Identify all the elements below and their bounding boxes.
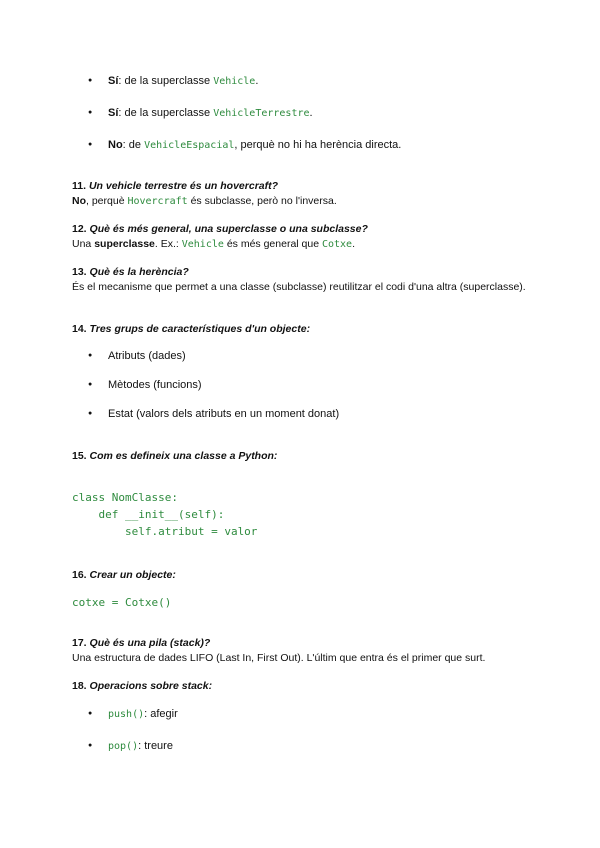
question-title: Operacions sobre stack:: [89, 680, 213, 692]
inline-code: Hovercraft: [127, 196, 188, 207]
answer-part: , perquè: [86, 195, 128, 207]
inline-code: VehicleTerrestre: [213, 108, 310, 119]
answer-text: [72, 237, 542, 252]
answer-part: Una: [72, 238, 95, 250]
list-item: [92, 407, 339, 421]
answer-part: és subclasse, però no l'inversa.: [187, 195, 337, 207]
answer-part: .: [352, 238, 355, 250]
code-line: class NomClasse:: [72, 491, 178, 504]
code-line: def __init__(self):: [72, 508, 225, 521]
question-heading: [72, 679, 212, 693]
item-text: : afegir: [144, 708, 178, 720]
list-item: [92, 106, 313, 121]
inline-code: pop(): [108, 741, 139, 752]
answer-text: És el mecanisme que permet a una classe (subclasse) reutilitzar el codi d'una altra (superclasse).: [72, 281, 526, 293]
inline-code: Cotxe: [321, 239, 353, 250]
question-heading: [72, 636, 210, 650]
inline-code: push(): [108, 709, 145, 720]
question-heading: [72, 322, 310, 336]
list-item: [92, 74, 258, 89]
question-title: Tres grups de característiques d'un objecte:: [89, 323, 311, 335]
answer-strong: Sí: [108, 107, 119, 119]
code-block: [72, 594, 171, 611]
code-line: self.atribut = valor: [72, 525, 258, 538]
code-block: [72, 489, 257, 540]
question-number: 18.: [72, 680, 87, 692]
question-heading: [72, 568, 176, 582]
list-item: [92, 378, 202, 392]
question-title: Què és més general, una superclasse o una subclasse?: [89, 223, 368, 235]
question-number: 11.: [72, 180, 87, 192]
question-title: Un vehicle terrestre és un hovercraft?: [88, 180, 279, 192]
answer-strong: No: [72, 195, 86, 207]
inline-code: VehicleEspacial: [144, 140, 235, 151]
list-item: [92, 739, 173, 754]
list-item: [92, 707, 178, 722]
question-title: Què és una pila (stack)?: [89, 637, 211, 649]
item-text: .: [309, 107, 313, 119]
list-item: [92, 138, 401, 153]
item-text: : de la superclasse: [118, 75, 214, 87]
question-title: Què és la herència?: [89, 266, 189, 278]
answer-strong: No: [108, 139, 123, 151]
answer-part: . Ex.:: [154, 238, 182, 250]
inline-code: Vehicle: [213, 76, 256, 87]
question-title: Com es defineix una classe a Python:: [89, 450, 278, 462]
item-text: , perquè no hi ha herència directa.: [234, 139, 402, 151]
question-number: 16.: [72, 569, 87, 581]
question-number: 17.: [72, 637, 87, 649]
item-text: Estat (valors dels atributs en un moment donat): [108, 408, 340, 420]
answer-text: [72, 194, 542, 209]
question-heading: [72, 222, 368, 236]
answer-strong: Sí: [108, 75, 119, 87]
item-text: Mètodes (funcions): [108, 379, 202, 391]
question-heading: [72, 179, 278, 193]
answer-text: Una estructura de dades LIFO (Last In, First Out). L'últim que entra és el primer que surt.: [72, 652, 486, 664]
item-text: : de: [122, 139, 145, 151]
item-text: : treure: [138, 740, 173, 752]
question-number: 13.: [72, 266, 87, 278]
question-title: Crear un objecte:: [89, 569, 176, 581]
question-heading: [72, 449, 277, 463]
question-number: 15.: [72, 450, 87, 462]
inline-code: Vehicle: [181, 239, 224, 250]
question-heading: [72, 265, 189, 279]
code-line: cotxe = Cotxe(): [72, 596, 172, 609]
item-text: .: [255, 75, 259, 87]
item-text: : de la superclasse: [118, 107, 214, 119]
list-item: [92, 349, 186, 363]
question-number: 12.: [72, 223, 87, 235]
question-number: 14.: [72, 323, 87, 335]
answer-strong: superclasse: [94, 238, 155, 250]
item-text: Atributs (dades): [108, 350, 186, 362]
answer-part: és més general que: [223, 238, 322, 250]
